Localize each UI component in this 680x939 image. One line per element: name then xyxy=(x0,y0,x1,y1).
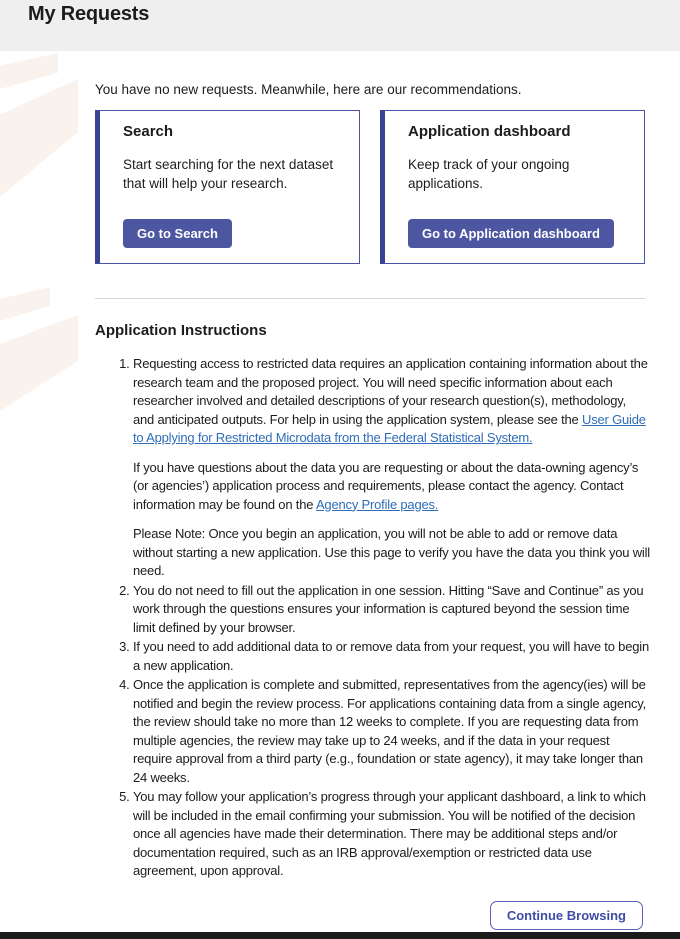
card-title-search: Search xyxy=(123,123,174,140)
go-to-search-button[interactable]: Go to Search xyxy=(123,219,232,248)
instruction-item-4: 4. Once the application is complete and submitted, representatives from the agency(ies) will be notified and begin the review process. For applications containing data from a single agency, the review should take no more than 12 weeks to complete. If you are requesting data from multiple agencies, the review may take up to 24 weeks, and if the data in your request require approval from a third party (e.g., foundation or state agency), it may take longer than 24 weeks. xyxy=(133,676,650,787)
user-guide-link[interactable]: User Guide to Applying for Restricted Microdata from the Federal Statistical System. xyxy=(133,411,646,445)
instructions-list xyxy=(95,355,650,881)
recommendation-card-dashboard xyxy=(380,110,645,264)
recommendation-cards xyxy=(95,110,645,264)
instruction-item-3: 3. If you need to add additional data to or remove data from your request, you will have to begin a new application. xyxy=(133,638,650,675)
page-title: My Requests xyxy=(28,3,150,25)
instruction-item-1 xyxy=(133,355,650,581)
instruction-item-2: 2. You do not need to fill out the application in one session. Hitting “Save and Continue” as you work through the questions ensures your information is captured beyond the session time limit defined by your browser. xyxy=(133,582,650,638)
instruction-text: Requesting access to restricted data requires an application containing information about the research team and the proposed project. You will need specific information about each researcher involved and detailed descriptions of your research question(s), methodology, and anticipated outputs. For help in using the application system, please see the xyxy=(133,356,648,427)
instruction-paragraph xyxy=(133,459,650,515)
recommendation-card-search xyxy=(95,110,360,264)
go-to-application-dashboard-button[interactable]: Go to Application dashboard xyxy=(408,219,614,248)
instruction-paragraph xyxy=(133,355,650,448)
instruction-text: If you have questions about the data you are requesting or about the data-owning agency’s (or agencies’) application process and requirements, please contact the agency. Contact information may be found on the xyxy=(133,459,639,512)
continue-browsing-button[interactable]: Continue Browsing xyxy=(490,901,643,930)
main-content xyxy=(0,82,680,881)
card-description-search: Start searching for the next dataset that will help your research. xyxy=(123,157,334,191)
intro-text: You have no new requests. Meanwhile, here are our recommendations. xyxy=(95,82,522,97)
instructions-heading: Application Instructions xyxy=(95,322,267,339)
instruction-text: Please Note: Once you begin an application, you will not be able to add or remove data without starting a new application. Use this page to verify you have the data you think you will need. xyxy=(133,526,650,578)
page-header xyxy=(0,0,680,51)
section-divider xyxy=(95,298,645,299)
footer-top-edge-bar xyxy=(0,932,680,939)
agency-profile-link[interactable]: Agency Profile pages. xyxy=(315,496,439,512)
instruction-paragraph xyxy=(133,525,650,581)
card-description-dashboard: Keep track of your ongoing applications. xyxy=(408,157,570,191)
instruction-item-5: 5. You may follow your application’s progress through your applicant dashboard, a link to which will be included in the email confirming your submission. You will be notified of the decision once all agencies have made their determination. There may be additional steps and/or documentation required, such as an IRB approval/exemption or restricted data use agreement, upon approval. xyxy=(133,788,650,881)
card-title-dashboard: Application dashboard xyxy=(408,123,571,140)
